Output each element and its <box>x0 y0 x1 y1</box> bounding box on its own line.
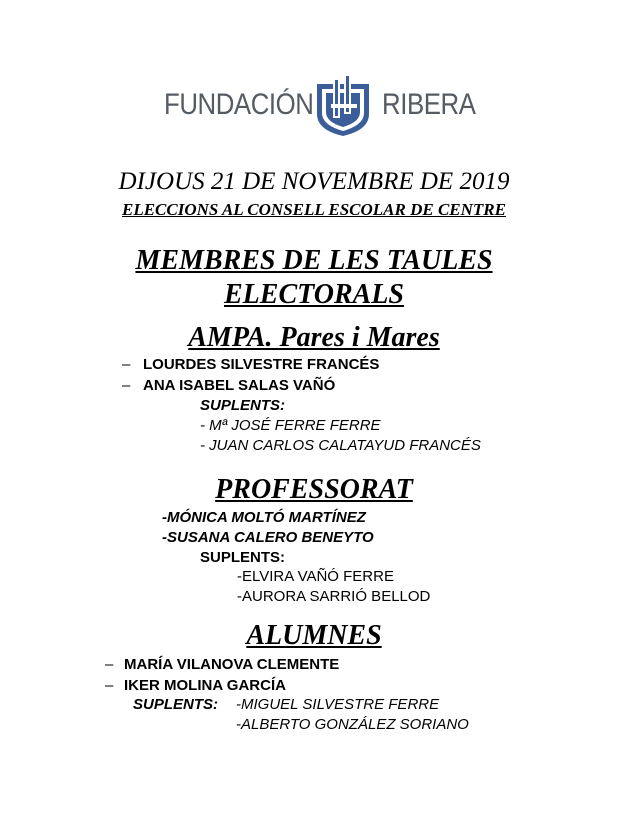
section-heading-professorat: PROFESSORAT <box>215 474 413 505</box>
logo-text-right: RIBERA <box>382 88 476 121</box>
professorat-member-1: -MÓNICA MOLTÓ MARTÍNEZ <box>162 509 366 526</box>
logo-text-left: FUNDACIÓN <box>164 88 314 121</box>
page-title-line-1: MEMBRES DE LES TAULES <box>135 245 493 276</box>
page-title <box>0 244 628 312</box>
page-title-line-2: ELECTORALS <box>224 279 404 310</box>
section-heading-alumnes: ALUMNES <box>246 620 382 651</box>
ampa-member-1: LOURDES SILVESTRE FRANCÉS <box>143 356 380 373</box>
alumnes-member-1: MARÍA VILANOVA CLEMENTE <box>124 656 340 673</box>
alumnes-substitute-2: -ALBERTO GONZÁLEZ SORIANO <box>236 716 469 733</box>
professorat-member-2: -SUSANA CALERO BENEYTO <box>162 529 374 546</box>
list-bullet: – <box>105 677 114 694</box>
event-subtitle: ELECCIONS AL CONSELL ESCOLAR DE CENTRE <box>121 200 506 219</box>
alumnes-substitutes-label: SUPLENTS: <box>133 696 219 713</box>
ampa-substitutes-label: SUPLENTS: <box>200 397 286 414</box>
alumnes-member-2: IKER MOLINA GARCÍA <box>124 677 286 694</box>
professorat-substitutes-label: SUPLENTS: <box>200 549 286 566</box>
ribera-shield-logo-icon <box>313 74 373 138</box>
alumnes-substitute-1: -MIGUEL SILVESTRE FERRE <box>236 696 440 713</box>
list-bullet: – <box>122 377 131 394</box>
ampa-substitute-1: - Mª JOSÉ FERRE FERRE <box>200 417 381 434</box>
ampa-member-2: ANA ISABEL SALAS VAÑÓ <box>143 377 336 394</box>
list-bullet: – <box>122 356 131 373</box>
list-bullet: – <box>105 656 114 673</box>
professorat-substitute-1: -ELVIRA VAÑÓ FERRE <box>237 568 394 585</box>
section-heading-ampa: AMPA. Pares i Mares <box>188 322 440 353</box>
ampa-substitute-2: - JUAN CARLOS CALATAYUD FRANCÉS <box>200 437 481 454</box>
event-date: DIJOUS 21 DE NOVEMBRE DE 2019 <box>118 168 510 195</box>
professorat-substitute-2: -AURORA SARRIÓ BELLOD <box>237 588 431 605</box>
fundacion-ribera-logo <box>160 74 476 138</box>
